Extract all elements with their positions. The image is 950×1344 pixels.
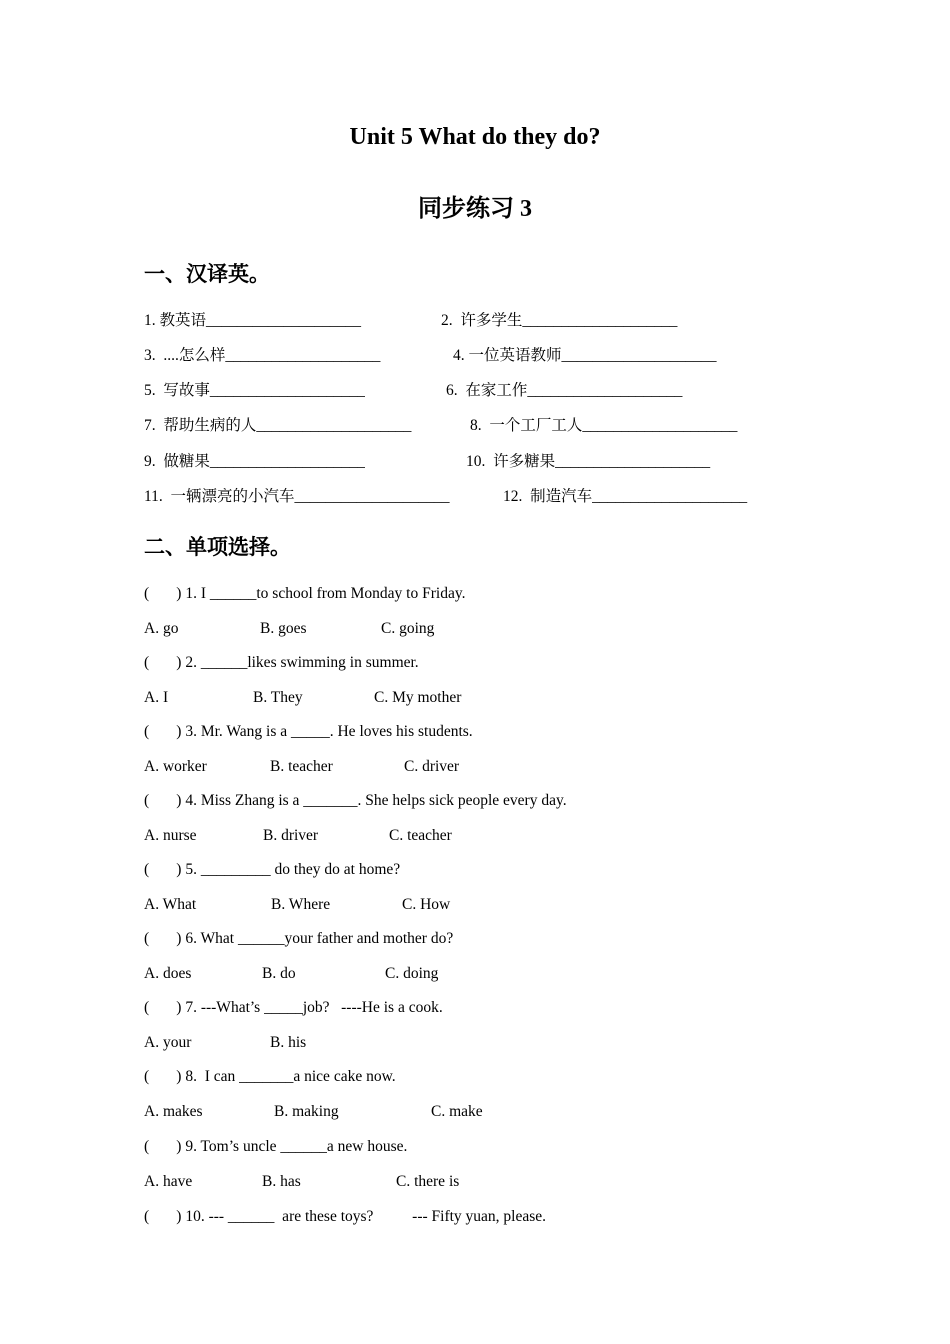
question-stem: ( ) 1. I ______to school from Monday to Friday. (144, 585, 466, 602)
option-b: B. Where (271, 896, 331, 913)
option-a: A. makes (144, 1103, 203, 1120)
option-a: A. go (144, 620, 179, 637)
translation-item: 6. 在家工作____________________ (446, 382, 683, 399)
translation-item: 3. ....怎么样____________________ (144, 347, 381, 364)
question-stem: ( ) 8. I can _______a nice cake now. (144, 1068, 396, 1085)
option-b: B. driver (263, 827, 319, 844)
translation-item: 4. 一位英语教师____________________ (453, 347, 717, 364)
option-a: A. have (144, 1173, 193, 1190)
question-stem: ( ) 6. What ______your father and mother do? (144, 930, 454, 947)
question-stem: ( ) 9. Tom’s uncle ______a new house. (144, 1138, 408, 1155)
option-a: A. nurse (144, 827, 197, 844)
option-b: B. They (253, 689, 303, 706)
option-c: C. driver (404, 758, 460, 775)
option-b: B. goes (260, 620, 307, 637)
option-b: B. his (270, 1034, 307, 1051)
option-b: B. has (262, 1173, 301, 1190)
translation-item: 9. 做糖果____________________ (144, 453, 365, 470)
question-stem: ( ) 7. ---What’s _____job? ----He is a cook. (144, 999, 443, 1016)
option-b: B. teacher (270, 758, 333, 775)
translation-item: 5. 写故事____________________ (144, 382, 365, 399)
option-c: C. going (381, 620, 435, 637)
option-c: C. there is (396, 1173, 460, 1190)
option-c: C. My mother (374, 689, 462, 706)
question-stem: ( ) 2. ______likes swimming in summer. (144, 654, 419, 671)
option-c: C. teacher (389, 827, 452, 844)
translation-item: 8. 一个工厂工人____________________ (470, 417, 738, 434)
option-a: A. I (144, 689, 169, 706)
option-a: A. What (144, 896, 197, 913)
question-stem: ( ) 5. _________ do they do at home? (144, 861, 401, 878)
question-stem: ( ) 3. Mr. Wang is a _____. He loves his students. (144, 723, 473, 740)
section-heading-translation: 一、汉译英。 (144, 262, 270, 286)
translation-item: 11. 一辆漂亮的小汽车____________________ (144, 488, 450, 505)
option-c: C. doing (385, 965, 439, 982)
option-b: B. do (262, 965, 296, 982)
question-stem: ( ) 10. --- ______ are these toys? --- Fifty yuan, please. (144, 1208, 547, 1225)
translation-item: 2. 许多学生____________________ (441, 312, 678, 329)
option-a: A. does (144, 965, 192, 982)
question-stem: ( ) 4. Miss Zhang is a _______. She helps sick people every day. (144, 792, 567, 809)
option-b: B. making (274, 1103, 339, 1120)
option-a: A. worker (144, 758, 207, 775)
section-heading-choice: 二、单项选择。 (144, 535, 291, 559)
translation-item: 10. 许多糖果____________________ (466, 453, 711, 470)
option-a: A. your (144, 1034, 192, 1051)
translation-item: 12. 制造汽车____________________ (503, 488, 748, 505)
option-c: C. How (402, 896, 451, 913)
translation-item: 1. 教英语____________________ (144, 312, 362, 329)
option-c: C. make (431, 1103, 483, 1120)
page-subtitle: 同步练习 3 (418, 196, 532, 222)
page-title: Unit 5 What do they do? (349, 124, 601, 150)
translation-item: 7. 帮助生病的人____________________ (144, 417, 412, 434)
